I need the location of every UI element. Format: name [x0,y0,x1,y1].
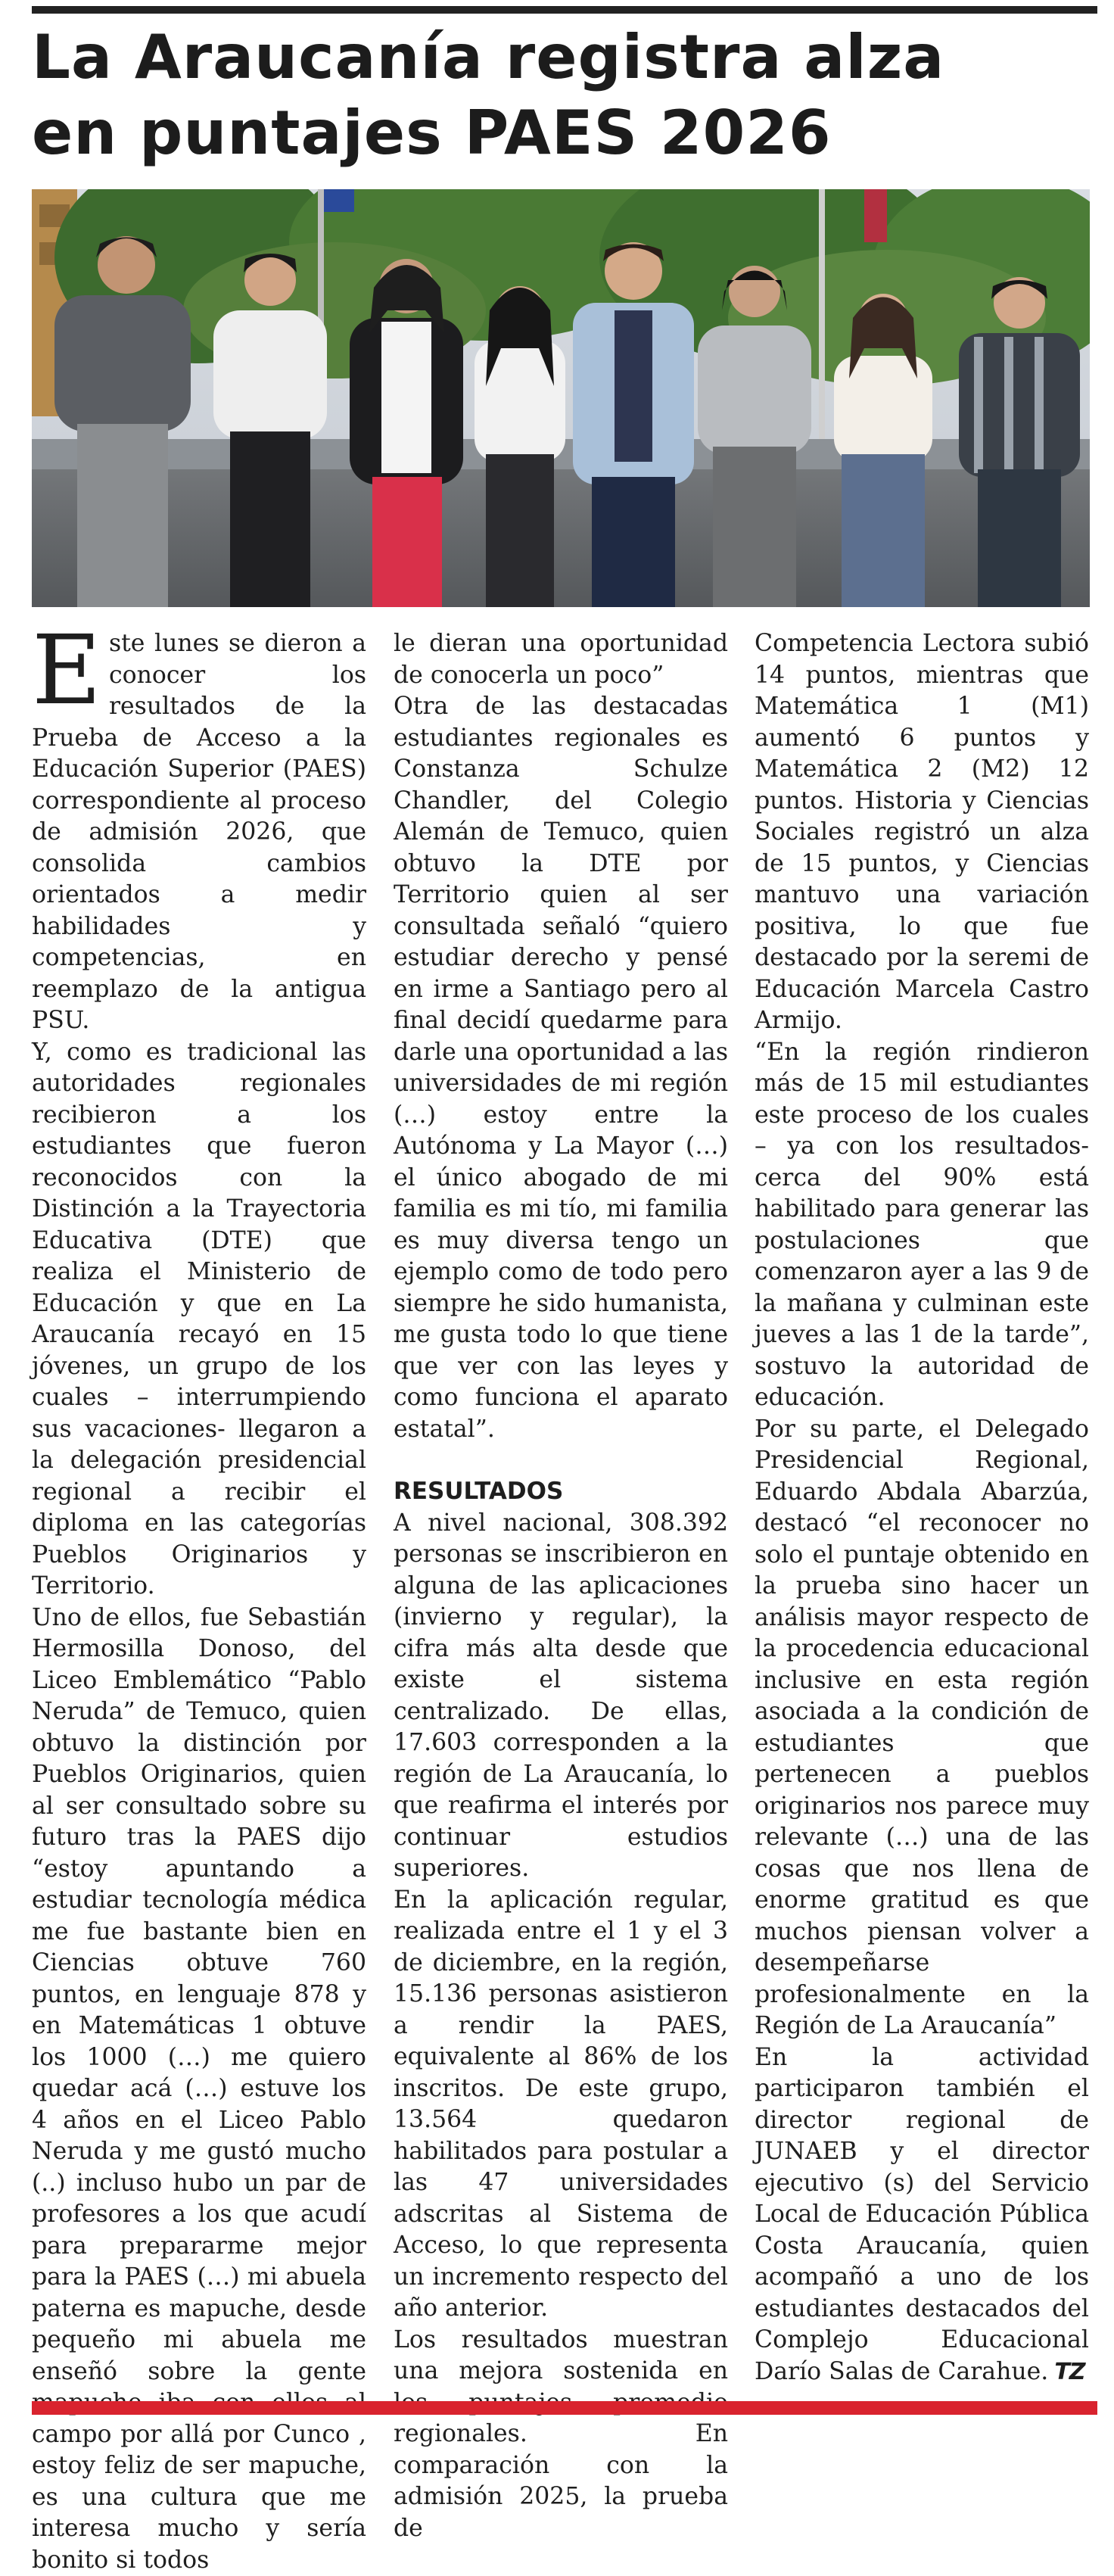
top-rule [32,6,1097,14]
headline-line-2: en puntajes PAES 2026 [32,98,832,168]
article-column-2 [394,628,728,2544]
paragraph: Y, como es tradicional las autoridades regionales recibieron a los estudiantes que fueron reconocidos con la Distinción a la Trayectoria Educativa (DTE) que realiza el Ministerio de Educación y que en La Araucanía recayó en 15 jóvenes, un grupo de los cuales – interrumpiendo sus vacaciones- llegaron a la delegación presidencial regional a recibir el diploma en las categorías Pueblos Originarios y Territorio. [32,1037,366,1603]
section-subhead: RESULTADOS [394,1476,728,1508]
paragraph: Competencia Lectora subió 14 puntos, mientras que Matemática 1 (M1) aumentó 6 puntos y Matemática 2 (M2) 12 puntos. Historia y Ciencias Sociales registró un alza de 15 puntos, y Ciencias mantuvo una variación positiva, lo que fue destacado por la seremi de Educación Marcela Castro Armijo. [755,628,1089,1037]
article-column-3 [755,628,1089,2388]
paragraph: En la aplicación regular, realizada entre el 1 y el 3 de diciembre, en la región, 15.136 personas asistieron a rendir la PAES, equivalente al 86% de los inscritos. De este grupo, 13.564 quedaron habilitados para postular a las 47 universidades adscritas al Sistema de Acceso, lo que representa un incremento respecto del año anterior. [394,1885,728,2325]
headline [32,20,1099,171]
paragraph [755,2042,1089,2388]
paragraph: “En la región rindieron más de 15 mil estudiantes este proceso de los cuales – ya con los resultados- cerca del 90% está habilitado para generar las postulaciones que comenzaron ayer a las 9 de la mañana y culminan este jueves a las 1 de la tarde”, sostuvo la autoridad de educación. [755,1037,1089,1414]
paragraph: Otra de las destacadas estudiantes regionales es Constanza Schulze Chandler, del Colegio Alemán de Temuco, quien obtuvo la DTE por Territorio quien al ser consultada señaló “quiero estudiar derecho y pensé en irme a Santiago pero al final decidí quedarme para darle una oportunidad a las universidades de mi región (…) estoy entre la Autónoma y La Mayor (…) el único abogado de mi familia es mi tío, mi familia es muy diversa tengo un ejemplo como de todo pero siempre he sido humanista, me gusta todo lo que tiene que ver con las leyes y como funciona el aparato estatal”. [394,691,728,1445]
publication-logo-icon: TZ [1054,2361,1084,2384]
paragraph: A nivel nacional, 308.392 personas se inscribieron en alguna de las aplicaciones (invierno y regular), la cifra más alta desde que existe el sistema centralizado. De ellas, 17.603 corresponden a la región de La Araucanía, lo que reafirma el interés por continuar estudios superiores. [394,1508,728,1885]
paragraph: Los resultados muestran una mejora sostenida en regionales. En comparación con la admisión 2025, la prueba de [394,2325,728,2545]
paragraph [32,628,366,1037]
paragraph: Uno de ellos, fue Sebastián Hermosilla Donoso, del Liceo Emblemático “Pablo Neruda” de Temuco, quien obtuvo la distinción por Pueblos Originarios, quien al ser consultado sobre su futuro tras la PAES dijo “estoy apuntando a estudiar tecnología médica me fue bastante bien en Ciencias obtuve 760 puntos, en lenguaje 878 y en Matemáticas 1 obtuve los 1000 (…) me quiero quedar acá (…) estuve los 4 años en el Liceo Pablo Neruda y me gustó mucho (..) incluso hubo un par de profesores a los que acudí para prepararme mejor para la PAES (…) mi abuela paterna es mapuche, desde pequeño mi abuela me enseñó sobre la gente campo por allá por Cunco , estoy feliz de ser mapuche, es una cultura que me interesa mucho y sería bonito si todos [32,1603,366,2576]
paragraph-text: En la actividad participaron también el director regional de JUNAEB y el director ejecutivo (s) del Servicio Local de Educación Pública Costa Araucanía, quien acompañó a uno de los estudiantes destacados del Complejo Educacional Darío Salas de Carahue. [755,2044,1089,2385]
article-column-1 [32,628,366,2576]
news-photo [32,189,1090,607]
paragraph: Por su parte, el Delegado Presidencial Regional, Eduardo Abdala Abarzúa, destacó “el reconocer no solo el puntaje obtenido en la prueba sino hacer un análisis mayor respecto de la procedencia educacional inclusive en esta región asociada a la condición de estudiantes que pertenecen a pueblos originarios nos parece muy relevante (…) una de las cosas que nos llena de enorme gratitud es que muchos piensan volver a desempeñarse profesionalmente en la Región de La Araucanía” [755,1414,1089,2042]
bottom-rule [32,2401,1097,2415]
paragraph-text: ste lunes se dieron a conocer los resultados de la Prueba de Acceso a la Educación Superior (PAES) correspondiente al proceso de admisión 2026, que consolida cambios orientados a medir habilidades y competencias, en reemplazo de la antigua PSU. [32,630,366,1034]
dropcap: E [32,631,101,710]
paragraph: le dieran una oportunidad de conocerla un poco” [394,628,728,691]
headline-line-1: La Araucanía registra alza [32,22,944,92]
